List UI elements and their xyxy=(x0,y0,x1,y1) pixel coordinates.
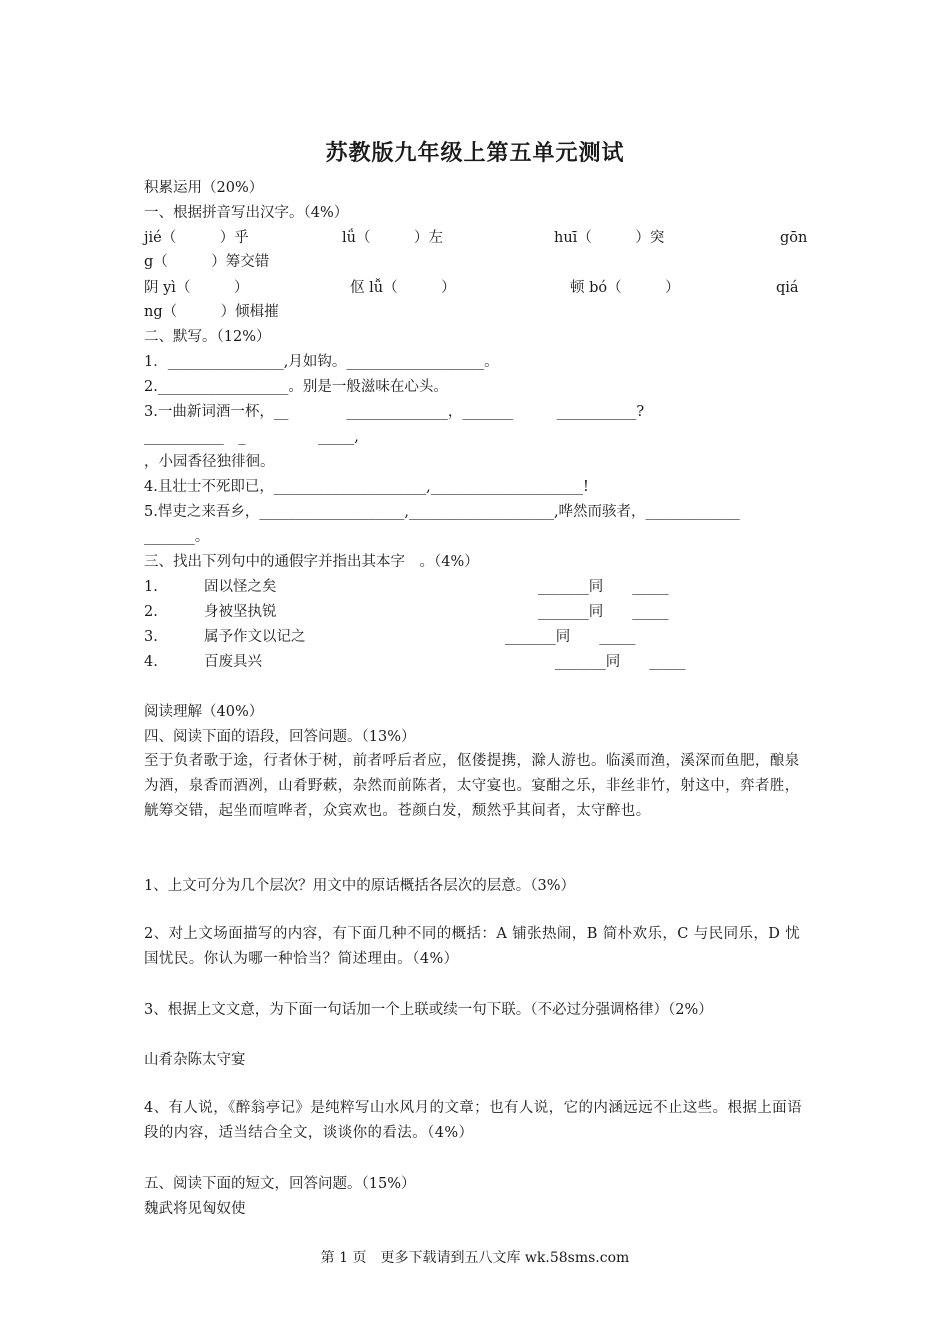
q4-sub3: 3、根据上文文意，为下面一句话加一个上联或续一句下联。（不必过分强调格律）（2%） xyxy=(144,1002,713,1018)
q3-item-num: 1. xyxy=(144,579,158,595)
q1-item-lu: 伛 lǚ（ ） xyxy=(350,280,456,296)
q5-heading: 五、阅读下面的短文，回答问题。（15%） xyxy=(144,1176,416,1192)
q1-item-jie: jié（ ）乎 xyxy=(144,230,249,246)
q1-item-hui: huī（ ）突 xyxy=(554,230,665,246)
q3-item-num: 3. xyxy=(144,629,158,645)
page-footer: 第 1 页 更多下载请到五八文库 wk.58sms.com xyxy=(320,1250,630,1266)
q3-item-text: 固以怪之矣 xyxy=(204,579,277,595)
q3-item-num: 4. xyxy=(144,654,158,670)
q4-sub3-line: 山肴杂陈太守宴 xyxy=(144,1052,246,1068)
q2-line4: 4.且壮士不死即已，_____________________,_____________________! xyxy=(144,479,589,495)
q1-heading: 一、根据拼音写出汉字。（4%） xyxy=(144,205,349,221)
q2-line5-cont: _______。 xyxy=(144,529,210,545)
q3-item-blank: _______同 _____ xyxy=(538,604,669,620)
q3-item-blank: _______同 _____ xyxy=(505,629,636,645)
q1-item-yi: 阴 yì（ ） xyxy=(144,280,249,296)
q4-sub1: 1、上文可分为几个层次？用文中的原话概括各层次的层意。（3%） xyxy=(144,878,575,894)
q1-item-gon: gōn xyxy=(780,230,808,246)
q3-item-text: 百废具兴 xyxy=(204,654,262,670)
q2-line3: 3.一曲新词酒一杯，__ ______________，_______ ___________? xyxy=(144,404,645,420)
page-title: 苏教版九年级上第五单元测试 xyxy=(325,140,625,166)
q4-sub2: 2、对上文场面描写的内容，有下面几种不同的概括：A 铺张热闹，B 简朴欢乐，C 与民同乐，D 忧国忧民。你认为哪一种恰当？简述理由。（4%） xyxy=(144,926,801,967)
q5-subtitle: 魏武将见匈奴使 xyxy=(144,1201,246,1217)
q4-passage: 至于负者歌于途，行者休于树，前者呼后者应，伛偻提携，滁人游也。临溪而渔，溪深而鱼肥，酿泉为酒，泉香而酒冽，山肴野蔌，杂然而前陈者，太守宴也。宴酣之乐，非丝非竹，射这中，弈者胜，觥筹交错，起坐而喧哗者，众宾欢也。苍颜白发，颓然乎其间者，太守醉也。 xyxy=(144,753,800,819)
q1-row2-cont: ng（ ）倾楫摧 xyxy=(144,304,279,320)
q1-item-qia: qiá xyxy=(776,280,799,296)
q2-line5: 5.悍吏之来吾乡，____________________,____________________,哗然而骇者，_____________ xyxy=(144,504,740,520)
section-accumulate: 积累运用（20%） xyxy=(144,180,264,196)
q1-row1-cont: g（ ）筹交错 xyxy=(144,254,270,270)
q2-line3-cont: ___________ _ _____, xyxy=(144,429,359,445)
q3-heading: 三、找出下列句中的通假字并指出其本字 。（4%） xyxy=(144,554,479,570)
q3-item-text: 身被坚执锐 xyxy=(204,604,277,620)
section-reading: 阅读理解（40%） xyxy=(144,704,264,720)
q3-item-blank: _______同 _____ xyxy=(538,579,669,595)
q3-item-text: 属予作文以记之 xyxy=(204,629,306,645)
q2-line1: 1．________________,月如钩。___________________。 xyxy=(144,354,499,370)
q3-item-blank: _______同 _____ xyxy=(555,654,686,670)
q2-line3-end: ，小园香径独徘徊。 xyxy=(144,454,275,470)
q3-item-num: 2. xyxy=(144,604,158,620)
q4-heading: 四、阅读下面的语段，回答问题。（13%） xyxy=(144,729,416,745)
q2-line2: 2.__________________。别是一般滋味在心头。 xyxy=(144,379,448,395)
q1-item-lv: lǘ（ ）左 xyxy=(342,230,443,246)
q1-item-bo: 顿 bó（ ） xyxy=(570,280,680,296)
q2-heading: 二、默写。（12%） xyxy=(144,329,271,345)
q4-sub4: 4、有人说，《醉翁亭记》是纯粹写山水风月的文章；也有人说，它的内涵远远不止这些。根据上面语段的内容，适当结合全文，谈谈你的看法。（4%） xyxy=(144,1100,802,1141)
